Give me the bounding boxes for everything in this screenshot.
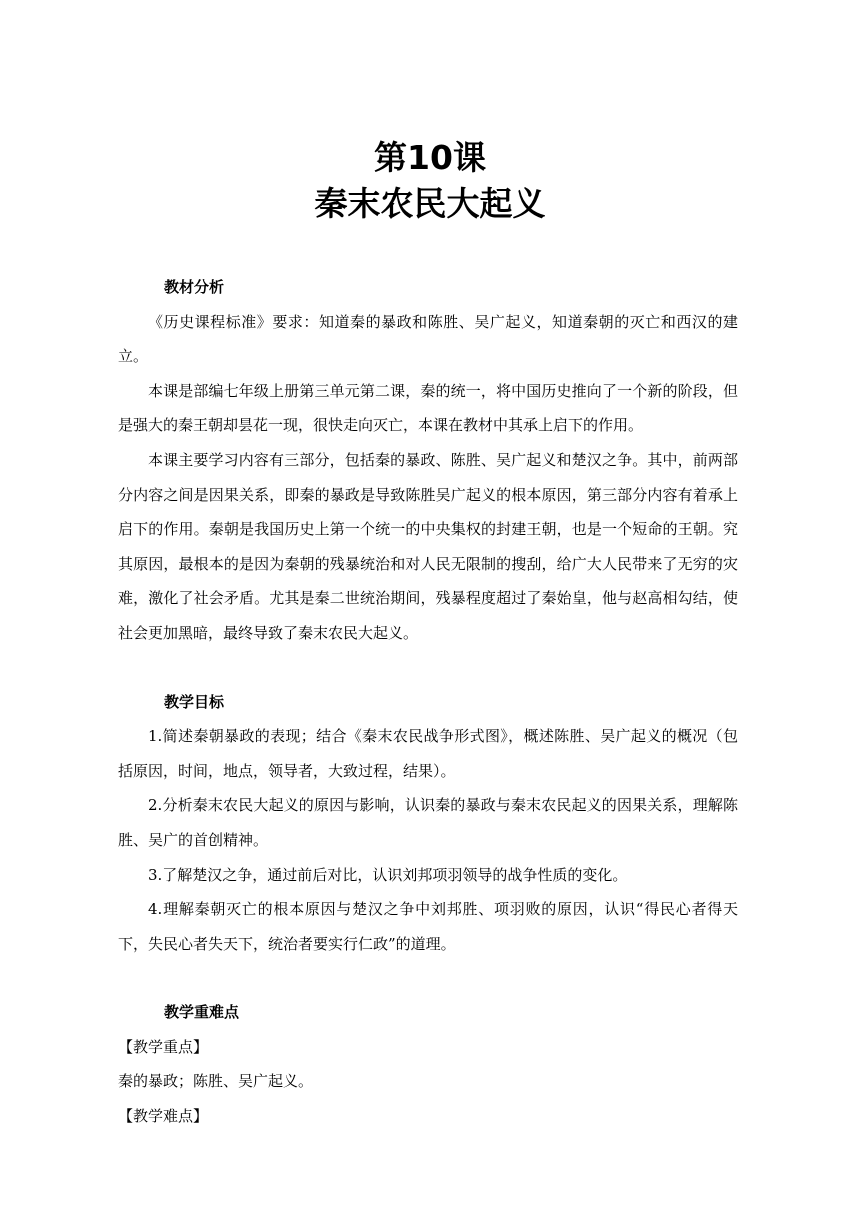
analysis-paragraph: 本课是部编七年级上册第三单元第二课，秦的统一，将中国历史推向了一个新的阶段，但是强大的秦王朝却昙花一现，很快走向灭亡，本课在教材中其承上启下的作用。: [118, 381, 738, 435]
section-heading-objectives: 教学目标: [164, 692, 225, 711]
objective-item: 2.分析秦末农民大起义的原因与影响，认识秦的暴政与秦末农民起义的因果关系，理解陈胜、吴广的首创精神。: [118, 796, 738, 849]
analysis-paragraph: 《历史课程标准》要求：知道秦的暴政和陈胜、吴广起义，知道秦朝的灭亡和西汉的建立。: [118, 312, 738, 366]
objective-item: 4.理解秦朝灭亡的根本原因与楚汉之争中刘邦胜、项羽败的原因，认识“得民心者得天下，失民心者失天下，统治者要实行仁政”的道理。: [118, 900, 738, 953]
key-points-label: 【教学重点】: [118, 1037, 209, 1056]
lesson-number-title: 第10课: [374, 138, 486, 177]
objective-item: 1.简述秦朝暴政的表现；结合《秦末农民战争形式图》，概述陈胜、吴广起义的概况（包括原因，时间，地点，领导者，大致过程，结果）。: [118, 727, 738, 780]
analysis-paragraph: 本课主要学习内容有三部分，包括秦的暴政、陈胜、吴广起义和楚汉之争。其中，前两部分内容之间是因果关系，即秦的暴政是导致陈胜吴广起义的根本原因，第三部分内容有着承上启下的作用。秦朝是我国历史上第一个统一的中央集权的封建王朝，也是一个短命的王朝。究其原因，最根本的是因为秦朝的残暴统治和对人民无限制的搜刮，给广大人民带来了无穷的灾难，激化了社会矛盾。尤其是秦二世统治期间，残暴程度超过了秦始皇，他与赵高相勾结，使社会更加黑暗，最终导致了秦末农民大起义。: [118, 450, 738, 642]
section-heading-keypoints: 教学重难点: [164, 1003, 240, 1022]
key-points-text: 秦的暴政；陈胜、吴广起义。: [118, 1072, 314, 1091]
section-spacer: [118, 651, 738, 685]
document-body: [118, 270, 738, 1134]
section-spacer: [118, 961, 738, 995]
lesson-title: 秦末农民大起义: [314, 184, 546, 223]
objective-item: 3.了解楚汉之争，通过前后对比，认识刘邦项羽领导的战争性质的变化。: [148, 865, 628, 884]
section-heading-analysis: 教材分析: [164, 278, 225, 296]
difficult-points-label: 【教学难点】: [118, 1107, 209, 1126]
